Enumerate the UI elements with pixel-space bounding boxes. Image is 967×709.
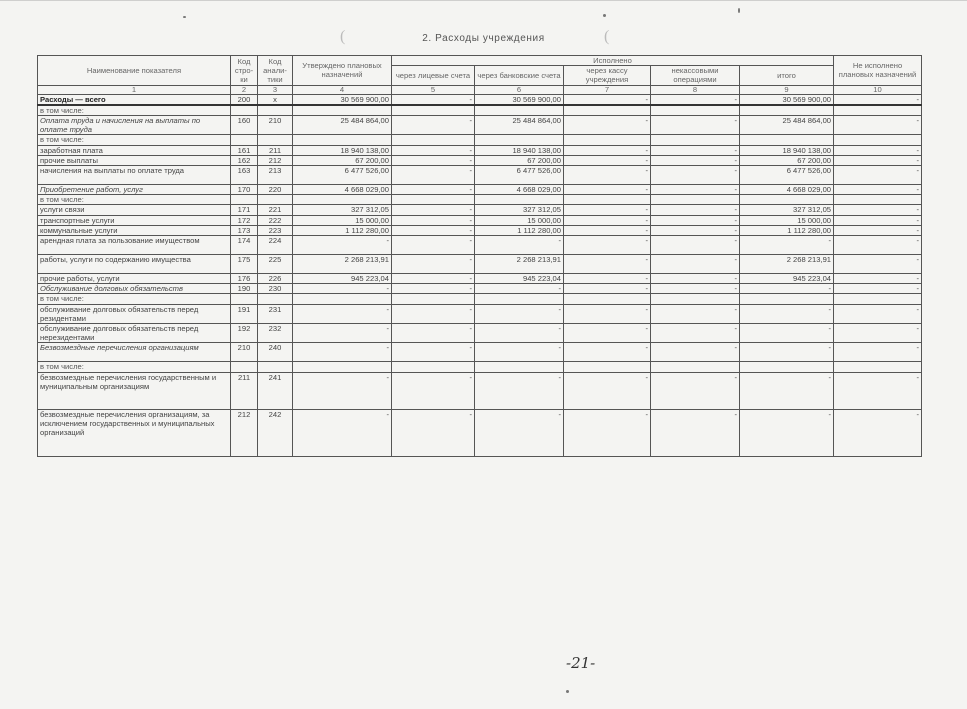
row-total: -: [740, 343, 834, 362]
row-line-code: [231, 105, 258, 116]
column-number: 10: [834, 85, 922, 94]
row-approved: -: [293, 372, 392, 409]
row-via-personal-accounts: -: [392, 215, 475, 225]
row-via-bank-accounts: [475, 105, 564, 116]
column-number: 9: [740, 85, 834, 94]
row-via-personal-accounts: -: [392, 343, 475, 362]
row-total: -: [740, 372, 834, 409]
row-not-executed: -: [834, 409, 922, 456]
row-non-cash: [651, 294, 740, 304]
row-via-cash-desk: [564, 135, 651, 145]
row-name: в том числе:: [38, 135, 231, 145]
row-non-cash: -: [651, 205, 740, 215]
row-total: -: [740, 304, 834, 323]
row-line-code: 171: [231, 205, 258, 215]
table-row: [38, 116, 922, 135]
row-via-bank-accounts: -: [475, 304, 564, 323]
row-via-personal-accounts: [392, 362, 475, 372]
row-non-cash: [651, 135, 740, 145]
row-not-executed: -: [834, 166, 922, 185]
page-number: -21-: [566, 654, 596, 672]
row-name: коммунальные услуги: [38, 225, 231, 235]
punch-mark: (: [340, 28, 346, 45]
row-name: прочие выплаты: [38, 155, 231, 165]
row-via-cash-desk: -: [564, 274, 651, 284]
row-total: 4 668 029,00: [740, 185, 834, 195]
row-non-cash: -: [651, 225, 740, 235]
row-approved: [293, 105, 392, 116]
row-name: безвозмездные перечисления организациям, за исключением государственных и муниципальных организаций: [38, 409, 231, 456]
row-not-executed: -: [834, 372, 922, 409]
row-via-personal-accounts: -: [392, 145, 475, 155]
row-name: арендная плата за пользование имуществом: [38, 236, 231, 255]
row-via-cash-desk: -: [564, 215, 651, 225]
row-line-code: [231, 135, 258, 145]
row-non-cash: -: [651, 236, 740, 255]
row-via-personal-accounts: -: [392, 255, 475, 274]
row-analytic-code: 242: [258, 409, 293, 456]
row-not-executed: -: [834, 225, 922, 235]
table-row: [38, 94, 922, 105]
table-row: [38, 185, 922, 195]
row-total: [740, 135, 834, 145]
row-via-personal-accounts: -: [392, 284, 475, 294]
row-not-executed: -: [834, 304, 922, 323]
row-via-cash-desk: -: [564, 236, 651, 255]
row-via-cash-desk: -: [564, 145, 651, 155]
column-number: 5: [392, 85, 475, 94]
row-approved: [293, 362, 392, 372]
header-executed: Исполнено: [392, 56, 834, 66]
table-row: [38, 409, 922, 456]
table-row: [38, 135, 922, 145]
row-via-cash-desk: [564, 362, 651, 372]
row-via-cash-desk: -: [564, 155, 651, 165]
row-line-code: 161: [231, 145, 258, 155]
row-via-bank-accounts: [475, 135, 564, 145]
row-total: 6 477 526,00: [740, 166, 834, 185]
header-not-executed: Не исполнено плановых назначений: [834, 56, 922, 86]
row-line-code: 200: [231, 94, 258, 105]
row-non-cash: -: [651, 215, 740, 225]
row-analytic-code: 225: [258, 255, 293, 274]
row-approved: 2 268 213,91: [293, 255, 392, 274]
row-line-code: 172: [231, 215, 258, 225]
row-via-bank-accounts: -: [475, 372, 564, 409]
row-via-bank-accounts: -: [475, 409, 564, 456]
table-row: [38, 205, 922, 215]
row-via-personal-accounts: -: [392, 324, 475, 343]
row-via-personal-accounts: -: [392, 116, 475, 135]
row-via-cash-desk: [564, 105, 651, 116]
row-approved: 30 569 900,00: [293, 94, 392, 105]
table-row: [38, 343, 922, 362]
row-via-bank-accounts: -: [475, 343, 564, 362]
column-number: 2: [231, 85, 258, 94]
section-title: 2. Расходы учреждения: [422, 33, 545, 44]
row-line-code: 210: [231, 343, 258, 362]
row-analytic-code: 231: [258, 304, 293, 323]
table-row: [38, 225, 922, 235]
row-via-cash-desk: -: [564, 343, 651, 362]
row-name: Расходы — всего: [38, 94, 231, 105]
row-via-bank-accounts: 2 268 213,91: [475, 255, 564, 274]
row-non-cash: -: [651, 284, 740, 294]
row-not-executed: [834, 105, 922, 116]
row-via-cash-desk: -: [564, 324, 651, 343]
row-analytic-code: [258, 105, 293, 116]
row-non-cash: -: [651, 409, 740, 456]
row-via-bank-accounts: -: [475, 236, 564, 255]
row-via-bank-accounts: 30 569 900,00: [475, 94, 564, 105]
table-row: [38, 304, 922, 323]
row-via-cash-desk: [564, 294, 651, 304]
row-via-bank-accounts: 4 668 029,00: [475, 185, 564, 195]
row-analytic-code: 221: [258, 205, 293, 215]
row-analytic-code: [258, 294, 293, 304]
row-via-cash-desk: -: [564, 409, 651, 456]
row-not-executed: -: [834, 94, 922, 105]
row-line-code: 162: [231, 155, 258, 165]
row-name: обслуживание долговых обязательств перед нерезидентами: [38, 324, 231, 343]
row-via-bank-accounts: 25 484 864,00: [475, 116, 564, 135]
row-non-cash: -: [651, 166, 740, 185]
row-not-executed: -: [834, 343, 922, 362]
row-line-code: [231, 195, 258, 205]
row-total: -: [740, 284, 834, 294]
row-name: услуги связи: [38, 205, 231, 215]
row-analytic-code: 222: [258, 215, 293, 225]
row-via-personal-accounts: [392, 294, 475, 304]
row-total: -: [740, 409, 834, 456]
header-non-cash: некассовыми операциями: [651, 66, 740, 85]
row-total: 30 569 900,00: [740, 94, 834, 105]
row-via-cash-desk: -: [564, 255, 651, 274]
row-via-personal-accounts: -: [392, 155, 475, 165]
row-not-executed: [834, 294, 922, 304]
table-row: [38, 255, 922, 274]
column-number: 8: [651, 85, 740, 94]
row-via-bank-accounts: 327 312,05: [475, 205, 564, 215]
row-approved: -: [293, 409, 392, 456]
row-not-executed: -: [834, 205, 922, 215]
row-via-personal-accounts: -: [392, 304, 475, 323]
row-line-code: [231, 362, 258, 372]
row-line-code: 174: [231, 236, 258, 255]
row-analytic-code: 210: [258, 116, 293, 135]
row-total: [740, 362, 834, 372]
row-total: 25 484 864,00: [740, 116, 834, 135]
row-analytic-code: 220: [258, 185, 293, 195]
row-analytic-code: [258, 362, 293, 372]
row-approved: -: [293, 324, 392, 343]
row-non-cash: -: [651, 304, 740, 323]
header-name: Наименование показателя: [38, 56, 231, 86]
scan-speck: [603, 14, 606, 17]
row-non-cash: -: [651, 324, 740, 343]
row-line-code: 212: [231, 409, 258, 456]
row-via-personal-accounts: [392, 195, 475, 205]
row-via-bank-accounts: 6 477 526,00: [475, 166, 564, 185]
scan-speck: [738, 8, 740, 13]
row-name: Оплата труда и начисления на выплаты по оплате труда: [38, 116, 231, 135]
scan-speck: [183, 16, 186, 18]
row-non-cash: -: [651, 274, 740, 284]
row-approved: [293, 195, 392, 205]
row-total: 1 112 280,00: [740, 225, 834, 235]
row-via-bank-accounts: 18 940 138,00: [475, 145, 564, 155]
row-via-personal-accounts: -: [392, 372, 475, 409]
row-analytic-code: 212: [258, 155, 293, 165]
row-analytic-code: [258, 135, 293, 145]
row-name: Безвозмездные перечисления организациям: [38, 343, 231, 362]
row-via-personal-accounts: -: [392, 225, 475, 235]
row-approved: 4 668 029,00: [293, 185, 392, 195]
row-name: Приобретение работ, услуг: [38, 185, 231, 195]
row-name: обслуживание долговых обязательств перед резидентами: [38, 304, 231, 323]
row-analytic-code: x: [258, 94, 293, 105]
table-row: [38, 236, 922, 255]
row-approved: 327 312,05: [293, 205, 392, 215]
row-non-cash: [651, 362, 740, 372]
row-name: работы, услуги по содержанию имущества: [38, 255, 231, 274]
row-non-cash: -: [651, 255, 740, 274]
row-line-code: [231, 294, 258, 304]
row-not-executed: -: [834, 284, 922, 294]
row-analytic-code: 240: [258, 343, 293, 362]
table-row: [38, 155, 922, 165]
row-analytic-code: 211: [258, 145, 293, 155]
row-name: в том числе:: [38, 294, 231, 304]
row-via-bank-accounts: 67 200,00: [475, 155, 564, 165]
table-row: [38, 215, 922, 225]
row-not-executed: [834, 362, 922, 372]
row-via-bank-accounts: 1 112 280,00: [475, 225, 564, 235]
row-not-executed: -: [834, 185, 922, 195]
row-via-cash-desk: -: [564, 372, 651, 409]
header-via-personal-accounts: через лицевые счета: [392, 66, 475, 85]
row-via-bank-accounts: -: [475, 284, 564, 294]
table-row: [38, 105, 922, 116]
row-total: [740, 294, 834, 304]
row-not-executed: [834, 195, 922, 205]
row-via-cash-desk: -: [564, 94, 651, 105]
row-via-personal-accounts: [392, 105, 475, 116]
row-via-bank-accounts: 15 000,00: [475, 215, 564, 225]
row-analytic-code: 241: [258, 372, 293, 409]
row-analytic-code: 224: [258, 236, 293, 255]
row-total: 15 000,00: [740, 215, 834, 225]
row-line-code: 173: [231, 225, 258, 235]
table-row: [38, 294, 922, 304]
row-total: -: [740, 324, 834, 343]
row-non-cash: -: [651, 343, 740, 362]
table-row: [38, 145, 922, 155]
row-total: 18 940 138,00: [740, 145, 834, 155]
row-non-cash: -: [651, 116, 740, 135]
row-analytic-code: [258, 195, 293, 205]
row-via-personal-accounts: [392, 135, 475, 145]
column-number: 1: [38, 85, 231, 94]
row-analytic-code: 230: [258, 284, 293, 294]
row-approved: -: [293, 304, 392, 323]
row-name: в том числе:: [38, 195, 231, 205]
row-approved: 1 112 280,00: [293, 225, 392, 235]
row-via-cash-desk: -: [564, 205, 651, 215]
row-via-bank-accounts: -: [475, 324, 564, 343]
row-via-personal-accounts: -: [392, 205, 475, 215]
punch-mark: (: [604, 28, 610, 45]
row-line-code: 176: [231, 274, 258, 284]
row-non-cash: -: [651, 155, 740, 165]
row-name: начисления на выплаты по оплате труда: [38, 166, 231, 185]
row-approved: -: [293, 284, 392, 294]
row-not-executed: -: [834, 255, 922, 274]
row-line-code: 211: [231, 372, 258, 409]
row-approved: 945 223,04: [293, 274, 392, 284]
row-via-personal-accounts: -: [392, 409, 475, 456]
row-name: заработная плата: [38, 145, 231, 155]
row-via-bank-accounts: 945 223,04: [475, 274, 564, 284]
row-non-cash: [651, 105, 740, 116]
row-non-cash: -: [651, 185, 740, 195]
row-name: в том числе:: [38, 105, 231, 116]
row-via-personal-accounts: -: [392, 236, 475, 255]
row-via-cash-desk: -: [564, 304, 651, 323]
table-row: [38, 324, 922, 343]
table-row: [38, 372, 922, 409]
header-total: итого: [740, 66, 834, 85]
row-line-code: 192: [231, 324, 258, 343]
column-number: 4: [293, 85, 392, 94]
row-name: Обслуживание долговых обязательств: [38, 284, 231, 294]
row-approved: 15 000,00: [293, 215, 392, 225]
row-via-cash-desk: -: [564, 185, 651, 195]
row-via-personal-accounts: -: [392, 94, 475, 105]
row-not-executed: -: [834, 215, 922, 225]
column-number: 6: [475, 85, 564, 94]
row-approved: 18 940 138,00: [293, 145, 392, 155]
row-approved: 25 484 864,00: [293, 116, 392, 135]
table-row: [38, 284, 922, 294]
row-total: -: [740, 236, 834, 255]
row-total: [740, 105, 834, 116]
row-analytic-code: 226: [258, 274, 293, 284]
row-not-executed: -: [834, 145, 922, 155]
row-via-personal-accounts: -: [392, 185, 475, 195]
row-non-cash: -: [651, 372, 740, 409]
column-number: 7: [564, 85, 651, 94]
row-via-bank-accounts: [475, 362, 564, 372]
row-line-code: 160: [231, 116, 258, 135]
header-via-cash-desk: через кассу учреждения: [564, 66, 651, 85]
row-line-code: 163: [231, 166, 258, 185]
row-non-cash: -: [651, 94, 740, 105]
table-row: [38, 274, 922, 284]
row-line-code: 190: [231, 284, 258, 294]
row-via-cash-desk: [564, 195, 651, 205]
row-not-executed: -: [834, 155, 922, 165]
header-line-code: Код стро-ки: [231, 56, 258, 86]
row-line-code: 170: [231, 185, 258, 195]
row-non-cash: [651, 195, 740, 205]
row-analytic-code: 213: [258, 166, 293, 185]
row-via-bank-accounts: [475, 294, 564, 304]
row-not-executed: -: [834, 116, 922, 135]
row-total: 327 312,05: [740, 205, 834, 215]
header-analytic-code: Код анали-тики: [258, 56, 293, 86]
scan-speck: [566, 690, 569, 693]
row-analytic-code: 223: [258, 225, 293, 235]
row-name: прочие работы, услуги: [38, 274, 231, 284]
row-via-personal-accounts: -: [392, 274, 475, 284]
row-not-executed: -: [834, 236, 922, 255]
header-via-bank-accounts: через банковские счета: [475, 66, 564, 85]
row-total: 2 268 213,91: [740, 255, 834, 274]
row-not-executed: -: [834, 324, 922, 343]
row-approved: 6 477 526,00: [293, 166, 392, 185]
row-name: безвозмездные перечисления государственным и муниципальным организациям: [38, 372, 231, 409]
row-name: в том числе:: [38, 362, 231, 372]
row-approved: -: [293, 236, 392, 255]
row-via-cash-desk: -: [564, 284, 651, 294]
row-not-executed: [834, 135, 922, 145]
row-total: 945 223,04: [740, 274, 834, 284]
row-approved: [293, 294, 392, 304]
row-via-personal-accounts: -: [392, 166, 475, 185]
row-line-code: 191: [231, 304, 258, 323]
row-via-bank-accounts: [475, 195, 564, 205]
row-total: 67 200,00: [740, 155, 834, 165]
table-body: [38, 94, 922, 456]
scan-edge-line: [0, 0, 967, 1]
column-number: 3: [258, 85, 293, 94]
row-not-executed: -: [834, 274, 922, 284]
row-approved: -: [293, 343, 392, 362]
row-approved: 67 200,00: [293, 155, 392, 165]
header-approved: Утверждено плановых назначений: [293, 56, 392, 86]
row-via-cash-desk: -: [564, 116, 651, 135]
row-via-cash-desk: -: [564, 225, 651, 235]
row-name: транспортные услуги: [38, 215, 231, 225]
row-non-cash: -: [651, 145, 740, 155]
row-total: [740, 195, 834, 205]
table-row: [38, 362, 922, 372]
table-row: [38, 166, 922, 185]
row-line-code: 175: [231, 255, 258, 274]
table-row: [38, 195, 922, 205]
row-via-cash-desk: -: [564, 166, 651, 185]
row-approved: [293, 135, 392, 145]
row-analytic-code: 232: [258, 324, 293, 343]
expenses-table: [37, 55, 922, 457]
